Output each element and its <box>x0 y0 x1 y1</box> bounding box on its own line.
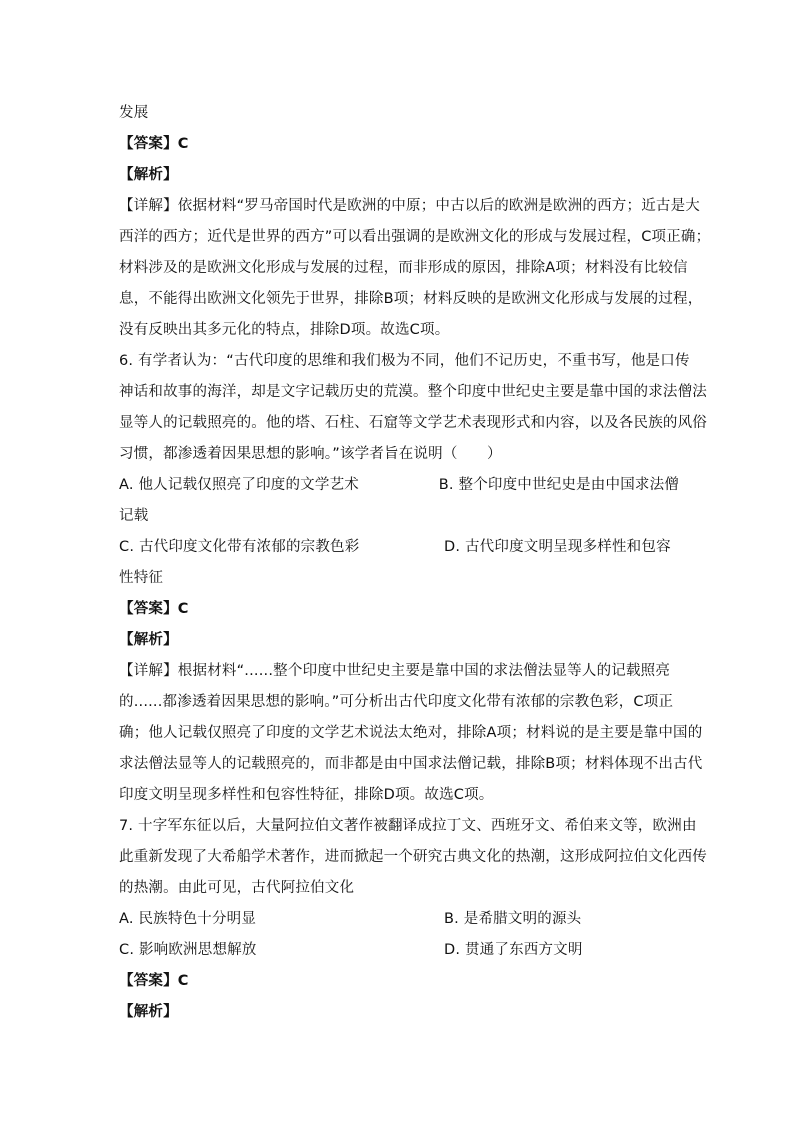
analysis-label: 【解析】 <box>119 632 178 648</box>
option-a: A. 他人记载仅照亮了印度的文学艺术 <box>119 477 359 493</box>
option-wrap-text: 记载 <box>119 508 149 524</box>
continued-text: 发展 <box>119 105 149 121</box>
explanation-line: 【详解】依据材料“罗马帝国时代是欧洲的中原；中古以后的欧洲是欧洲的西方；近古是大 <box>119 198 701 214</box>
explanation-line: 息，不能得出欧洲文化领先于世界，排除B项；材料反映的是欧洲文化形成与发展的过程， <box>119 291 703 307</box>
question-6-stem: 习惯，都渗透着因果思想的影响。”该学者旨在说明（ ） <box>119 446 502 462</box>
question-6-stem: 显等人的记载照亮的。他的塔、石柱、石窟等文学艺术表现形式和内容，以及各民族的风俗 <box>119 415 707 431</box>
question-6-stem: 6. 有学者认为：“古代印度的思维和我们极为不同，他们不记历史，不重书写，他是口传 <box>119 353 690 369</box>
answer-label: 【答案】C <box>119 136 189 152</box>
explanation-line: 确；他人记载仅照亮了印度的文学艺术说法太绝对，排除A项；材料说的是主要是靠中国的 <box>119 725 703 741</box>
option-b: B. 是希腊文明的源头 <box>444 911 582 927</box>
option-wrap-text: 性特征 <box>119 570 164 586</box>
explanation-line: 材料涉及的是欧洲文化形成与发展的过程，而非形成的原因，排除A项；材料没有比较信 <box>119 260 688 276</box>
option-d: D. 贯通了东西方文明 <box>444 942 583 958</box>
explanation-line: 求法僧法显等人的记载照亮的，而非都是由中国求法僧记载，排除B项；材料体现不出古代 <box>119 756 703 772</box>
explanation-line: 印度文明呈现多样性和包容性特征，排除D项。故选C项。 <box>119 787 494 803</box>
question-7-options-row-1 <box>119 904 679 935</box>
option-a: A. 民族特色十分明显 <box>119 911 257 927</box>
explanation-line: 【详解】根据材料“......整个印度中世纪史主要是靠中国的求法僧法显等人的记载照亮 <box>119 663 671 679</box>
answer-label: 【答案】C <box>119 601 189 617</box>
explanation-line: 西洋的西方；近代是世界的西方”可以看出强调的是欧洲文化的形成与发展过程，C项正确； <box>119 229 711 245</box>
option-c: C. 古代印度文化带有浓郁的宗教色彩 <box>119 539 360 555</box>
question-6-options-row-2 <box>119 532 679 563</box>
option-c: C. 影响欧洲思想解放 <box>119 942 257 958</box>
option-b: B. 整个印度中世纪史是由中国求法僧 <box>438 477 679 493</box>
explanation-line: 的......都渗透着因果思想的影响。”可分析出古代印度文化带有浓郁的宗教色彩，C项正 <box>119 694 674 710</box>
question-7-options-row-2 <box>119 935 679 966</box>
answer-label: 【答案】C <box>119 973 189 989</box>
question-7-stem: 的热潮。由此可见，古代阿拉伯文化 <box>119 880 355 896</box>
explanation-line: 没有反映出其多元化的特点，排除D项。故选C项。 <box>119 322 450 338</box>
document-page <box>119 98 711 1028</box>
question-6-options-row-1 <box>119 470 679 501</box>
question-7-stem: 此重新发现了大希船学术著作，进而掀起一个研究古典文化的热潮，这形成阿拉伯文化西传 <box>119 849 707 865</box>
option-d: D. 古代印度文明呈现多样性和包容 <box>444 539 671 555</box>
question-6-stem: 神话和故事的海洋，却是文字记载历史的荒漠。整个印度中世纪史主要是靠中国的求法僧法 <box>119 384 707 400</box>
analysis-label: 【解析】 <box>119 1004 178 1020</box>
analysis-label: 【解析】 <box>119 167 178 183</box>
question-7-stem: 7. 十字军东征以后，大量阿拉伯文著作被翻译成拉丁文、西班牙文、希伯来文等，欧洲由 <box>119 818 697 834</box>
